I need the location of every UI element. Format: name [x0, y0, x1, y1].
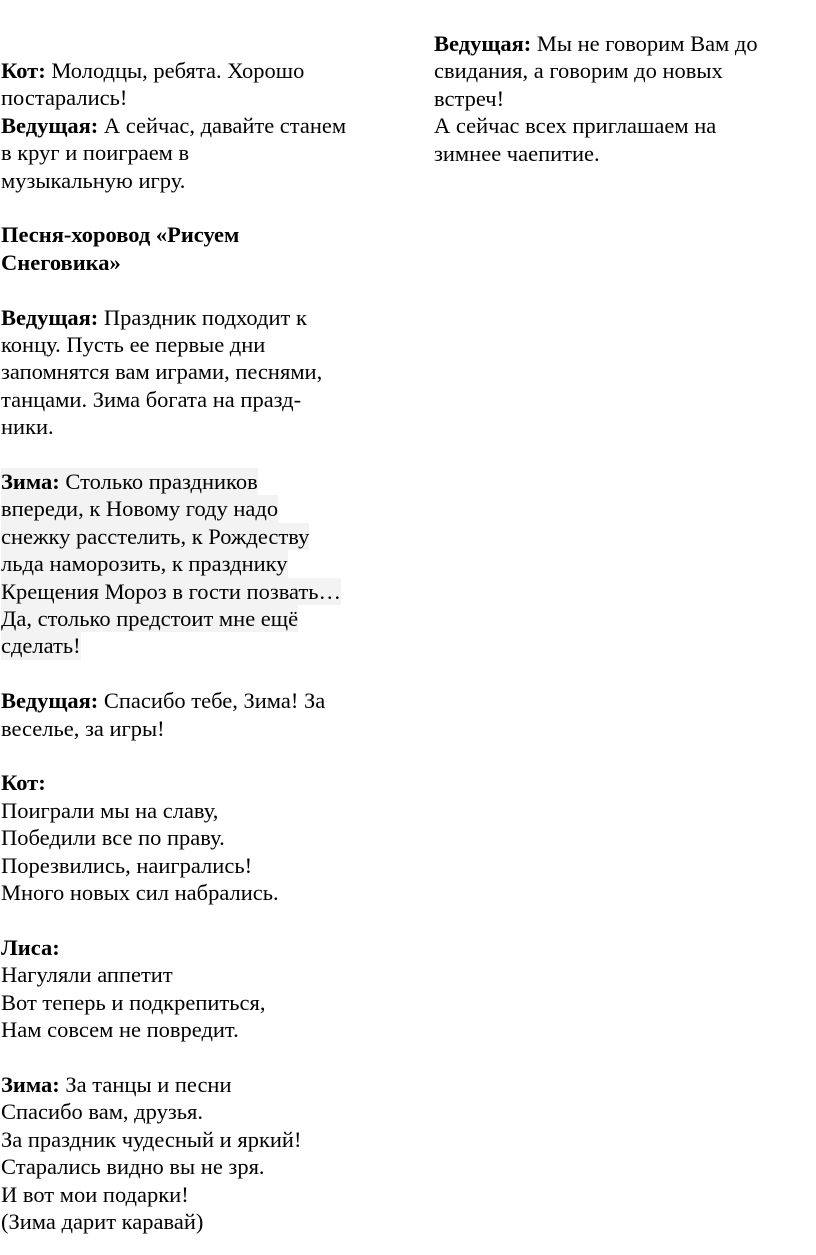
line-text: Столько праздников — [65, 469, 258, 495]
line-text: Мы не говорим Вам до — [536, 31, 758, 56]
line-text: веселье, за игры! — [1, 715, 165, 741]
line-text: в круг и поиграем в — [1, 140, 190, 166]
speaker-label: Кот: — [1, 58, 46, 83]
line-text: встреч! — [434, 85, 505, 111]
right-column — [434, 0, 816, 167]
paragraph-host-2 — [1, 304, 401, 441]
line-text: А сейчас всех приглашаем на — [434, 113, 717, 139]
line-text: запомнятся вам играми, песнями, — [1, 359, 323, 385]
line-text: зимнее чаепитие. — [434, 140, 600, 166]
verse-line: Вот теперь и подкрепиться, — [1, 989, 266, 1015]
line-text: Спасибо тебе, Зима! За — [103, 688, 326, 714]
verse-line: Спасибо вам, друзья. — [1, 1099, 203, 1125]
line-text: свидания, а говорим до новых — [434, 58, 723, 84]
verse-line: И вот мои подарки! — [1, 1181, 189, 1207]
line-text: Молодцы, ребята. Хорошо — [51, 58, 305, 83]
line-text: музыкальную игру. — [1, 167, 186, 193]
verse-line: Много новых сил набрались. — [1, 880, 279, 906]
verse-line: Порезвились, наигрались! — [1, 852, 253, 878]
verse-line: Победили все по праву. — [1, 825, 225, 851]
paragraph-host-1 — [1, 112, 401, 194]
verse-line: Поиграли мы на славу, — [1, 797, 219, 823]
paragraph-kot-2 — [1, 769, 401, 906]
paragraph-zima-2 — [1, 1071, 401, 1235]
line-text: впереди, к Новому году надо — [1, 496, 279, 522]
speaker-label: Кот: — [1, 770, 46, 796]
speaker-label: Ведущая: — [434, 31, 532, 56]
left-column — [1, 0, 401, 1235]
paragraph-zima-1 — [1, 468, 401, 660]
paragraph-kot-1 — [1, 57, 401, 112]
speaker-label: Ведущая: — [1, 688, 99, 714]
line-text: ники. — [1, 414, 54, 440]
speaker-label: Ведущая: — [1, 112, 99, 138]
verse-line: Нагуляли аппетит — [1, 962, 173, 988]
paragraph-host-3 — [1, 687, 401, 742]
line-text: снежку расстелить, к Рождеству — [1, 523, 310, 549]
line-text: концу. Пусть ее первые дни — [1, 332, 266, 358]
line-text: сделать! — [1, 633, 81, 659]
speaker-label: Зима: — [1, 469, 60, 495]
song-title — [1, 221, 401, 276]
line-text: льда наморозить, к празднику — [1, 551, 288, 577]
speaker-label: Лиса: — [1, 934, 60, 960]
verse-line: (Зима дарит каравай) — [1, 1208, 204, 1234]
verse-line: За танцы и песни — [65, 1071, 232, 1097]
line-text: Праздник подходит к — [103, 304, 307, 330]
line-text: А сейчас, давайте станем — [103, 112, 347, 138]
verse-line: Нам совсем не повредит. — [1, 1017, 239, 1043]
song-title-line: Снеговика» — [1, 249, 121, 275]
line-text: танцами. Зима богата на празд- — [1, 386, 302, 412]
verse-line: За праздник чудесный и яркий! — [1, 1126, 302, 1152]
line-text: Крещения Мороз в гости позвать… — [1, 578, 342, 604]
line-text: Да, столько предстоит мне ещё — [1, 606, 299, 632]
paragraph-host-final — [434, 30, 816, 167]
speaker-label: Ведущая: — [1, 304, 99, 330]
speaker-label: Зима: — [1, 1071, 60, 1097]
paragraph-lisa — [1, 934, 401, 1044]
line-text: постарались! — [1, 85, 128, 111]
highlighted-line — [1, 468, 258, 495]
song-title-line: Песня-хоровод «Рисуем — [1, 222, 240, 248]
verse-line: Старались видно вы не зря. — [1, 1154, 265, 1180]
